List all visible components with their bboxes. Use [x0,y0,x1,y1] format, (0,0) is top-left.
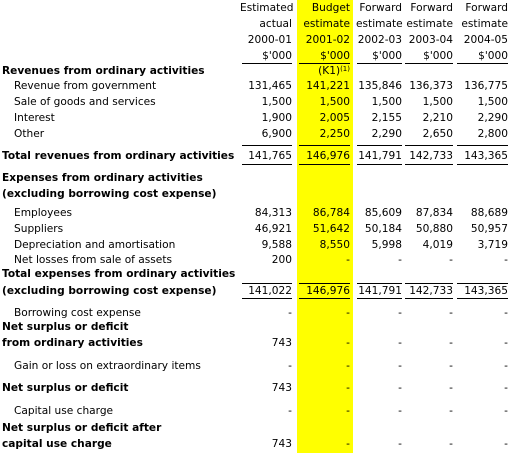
row-label: Interest [14,112,55,124]
row-label: capital use charge [2,438,112,450]
cell-value: 2,650 [422,128,453,140]
table-row [0,94,510,110]
cell-value: 743 [271,382,292,394]
cell-value: 2,290 [371,128,402,140]
row-label: Employees [14,207,72,219]
cell-value: 146,976 [306,285,350,297]
cell-value: - [449,382,453,394]
col-header: $'000 [372,50,402,62]
cell-value: 141,765 [248,150,292,162]
cell-value: - [449,405,453,417]
table-row [0,126,510,142]
table-row [0,110,510,126]
col-header: actual [259,18,292,30]
cell-value: 1,500 [319,96,350,108]
col-header: $'000 [262,50,292,62]
cell-value: - [504,307,508,319]
col-header: $'000 [423,50,453,62]
cell-value: - [504,254,508,266]
cell-value: 1,500 [477,96,508,108]
col-header: Budget [311,2,350,14]
col-header: Estimated [240,2,294,14]
row-label: (excluding borrowing cost expense) [2,285,217,297]
net-after-heading-row [0,420,510,436]
total-rule [242,298,292,299]
row-label: Net surplus or deficit [2,321,129,333]
cell-value: - [288,360,292,372]
row-label: Net surplus or deficit after [2,422,162,434]
cell-value: 142,733 [409,285,453,297]
cell-value: 2,290 [477,112,508,124]
table-row [0,358,510,374]
cell-value: - [346,405,350,417]
row-label: Total revenues from ordinary activities [2,150,235,162]
col-header: estimate [303,18,350,30]
subtotal-rule [242,145,292,146]
cell-value: 46,921 [254,223,292,235]
row-label: Net losses from sale of assets [14,254,172,266]
row-label: Revenue from government [14,80,157,92]
cell-value: 50,184 [364,223,402,235]
net-after-row [0,436,510,452]
cell-value: - [504,360,508,372]
row-label: Capital use charge [14,405,114,417]
cell-value: 131,465 [248,80,292,92]
cell-value: 2,005 [319,112,350,124]
col-header: Forward [465,2,508,14]
cell-value: 146,976 [306,150,350,162]
cell-value: 2,800 [477,128,508,140]
row-label: Gain or loss on extraordinary items [14,360,201,372]
cell-value: - [504,337,508,349]
cell-value: - [398,337,402,349]
cell-value: 743 [271,337,292,349]
cell-value: 88,689 [470,207,508,219]
section-heading: (excluding borrowing cost expense) [2,188,217,200]
cell-value: 141,791 [358,285,402,297]
cell-value: 135,846 [358,80,402,92]
row-label: Depreciation and amortisation [14,239,176,251]
header-row-4 [0,48,510,64]
section-heading: Revenues from ordinary activities [2,65,205,77]
cell-value: 142,733 [409,150,453,162]
row-label: Other [14,128,45,140]
expenses-heading-row [0,186,510,202]
cell-value: 8,550 [319,239,350,251]
cell-value: 1,500 [371,96,402,108]
cell-value: 143,365 [464,285,508,297]
total-rule [405,164,453,165]
expenses-heading-row [0,170,510,186]
total-rule [357,164,402,165]
row-label: Suppliers [14,223,64,235]
cell-value: 3,719 [477,239,508,251]
col-header: estimate [406,18,453,30]
cell-value: 4,019 [422,239,453,251]
cell-value: - [346,337,350,349]
cell-value: 84,313 [254,207,292,219]
cell-value: - [504,438,508,450]
cell-value: - [346,382,350,394]
cell-value: 1,500 [422,96,453,108]
net-ordinary-heading-row [0,319,510,335]
cell-value: - [449,254,453,266]
cell-value: - [398,254,402,266]
cell-value: 6,900 [261,128,292,140]
subtotal-rule [299,145,350,146]
cell-value: - [449,438,453,450]
header-row-3 [0,32,510,48]
cell-value: - [398,360,402,372]
cell-value: 85,609 [364,207,402,219]
table-row [0,221,510,237]
net-ordinary-row [0,335,510,351]
cell-value: 141,791 [358,150,402,162]
row-label: Borrowing cost expense [14,307,141,319]
col-header: 2004-05 [463,34,508,46]
header-row-1 [0,0,510,16]
total-rule [242,164,292,165]
total-rule [457,164,508,165]
subtotal-rule [405,145,453,146]
table-row [0,78,510,94]
cell-value: - [398,405,402,417]
budget-note: $(K1)^{(1)}$ [318,65,350,77]
col-header: 2002-03 [357,34,402,46]
revenues-heading-row [0,63,510,79]
cell-value: - [504,405,508,417]
cell-value: 141,221 [306,80,350,92]
total-expenses-heading-row [0,266,510,282]
cell-value: - [346,360,350,372]
section-heading: Expenses from ordinary activities [2,172,203,184]
cell-value: - [288,307,292,319]
table-row [0,205,510,221]
table-row [0,237,510,253]
cell-value: 5,998 [371,239,402,251]
cell-value: 50,957 [470,223,508,235]
cell-value: - [504,382,508,394]
cell-value: - [398,382,402,394]
total-rule [357,298,402,299]
cell-value: 141,022 [248,285,292,297]
subtotal-rule [357,145,402,146]
col-header: estimate [461,18,508,30]
cell-value: 87,834 [415,207,453,219]
cell-value: - [449,360,453,372]
col-header: Forward [359,2,402,14]
row-label: from ordinary activities [2,337,143,349]
cell-value: 1,500 [261,96,292,108]
total-expenses-row [0,283,510,299]
cell-value: - [346,254,350,266]
col-header: estimate [356,18,403,30]
total-rule [457,298,508,299]
cell-value: 743 [271,438,292,450]
total-rule [299,298,350,299]
cell-value: 2,250 [319,128,350,140]
cell-value: 1,900 [261,112,292,124]
cell-value: - [449,307,453,319]
col-header: 2001-02 [305,34,350,46]
row-label: Total expenses from ordinary activities [2,268,236,280]
total-rule [299,164,350,165]
cell-value: 2,155 [371,112,402,124]
cell-value: 50,880 [415,223,453,235]
row-label: Net surplus or deficit [2,382,129,394]
cell-value: 51,642 [312,223,350,235]
cell-value: - [346,307,350,319]
cell-value: 136,373 [409,80,453,92]
cell-value: 9,588 [261,239,292,251]
cell-value: - [398,438,402,450]
col-header: 2003-04 [408,34,453,46]
header-row-2 [0,16,510,32]
cell-value: 2,210 [422,112,453,124]
cell-value: - [449,337,453,349]
total-revenues-row [0,148,510,164]
cell-value: 136,775 [464,80,508,92]
cell-value: - [288,405,292,417]
row-label: Sale of goods and services [14,96,156,108]
table-row [0,403,510,419]
col-header: 2000-01 [247,34,292,46]
cell-value: 143,365 [464,150,508,162]
cell-value: 200 [271,254,292,266]
cell-value: - [346,438,350,450]
col-header: Forward [410,2,453,14]
subtotal-rule [457,145,508,146]
total-rule [405,298,453,299]
col-header: $'000 [320,50,350,62]
net-surplus-row [0,380,510,396]
cell-value: - [398,307,402,319]
cell-value: 86,784 [312,207,350,219]
col-header: $'000 [478,50,508,62]
